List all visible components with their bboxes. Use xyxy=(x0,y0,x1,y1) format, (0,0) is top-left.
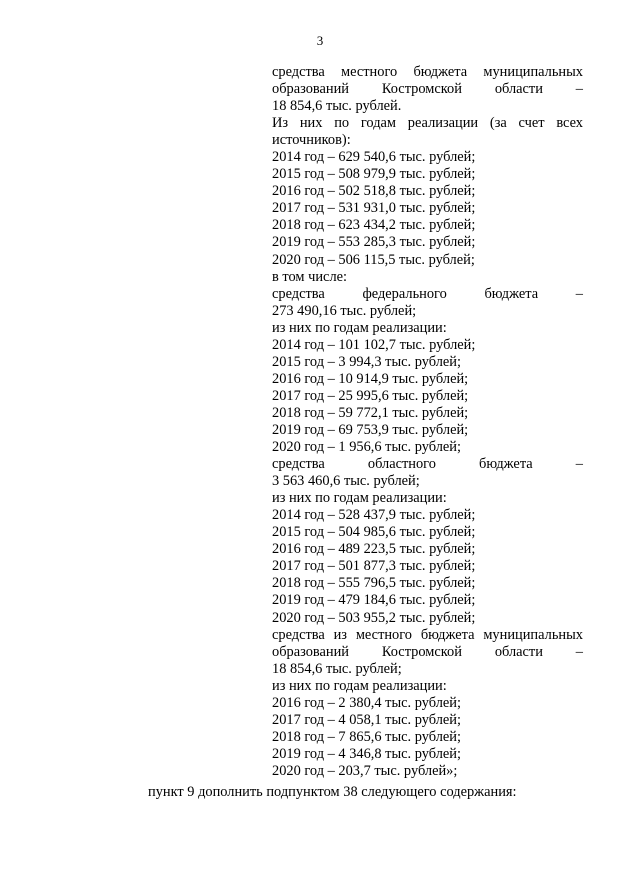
regional-year-line: 2019 год – 479 184,6 тыс. рублей; xyxy=(272,592,476,609)
word: муниципальных xyxy=(483,626,583,643)
regional-year-line: 2020 год – 503 955,2 тыс. рублей; xyxy=(272,609,476,626)
municipal-budget-amount: 18 854,6 тыс. рублей; xyxy=(272,660,402,677)
totals-year-line: 2016 год – 502 518,8 тыс. рублей; xyxy=(272,183,476,200)
federal-year-line: 2016 год – 10 914,9 тыс. рублей; xyxy=(272,370,469,387)
federal-budget-amount: 273 490,16 тыс. рублей; xyxy=(272,302,417,319)
word: счет xyxy=(518,115,545,132)
word: бюджета xyxy=(484,285,539,302)
totals-year-line: 2020 год – 506 115,5 тыс. рублей; xyxy=(272,251,475,268)
totals-year-line: 2017 год – 531 931,0 тыс. рублей; xyxy=(272,200,476,217)
closing-paragraph: пункт 9 дополнить подпунктом 38 следующего содержания: xyxy=(148,784,517,800)
municipal-by-years-label: из них по годам реализации: xyxy=(272,677,447,694)
word: из xyxy=(333,626,347,643)
word: бюджета xyxy=(413,64,468,80)
word: средства xyxy=(272,64,325,80)
word: муниципальных xyxy=(483,64,583,80)
word: средства xyxy=(272,456,325,473)
word: области xyxy=(494,81,543,98)
word: федерального xyxy=(362,285,447,302)
totals-year-line: 2014 год – 629 540,6 тыс. рублей; xyxy=(272,149,476,166)
municipal-year-line: 2018 год – 7 865,6 тыс. рублей; xyxy=(272,728,461,745)
local-budget-line-1 xyxy=(272,64,583,81)
word: годам xyxy=(360,115,397,132)
word: них xyxy=(299,115,323,132)
word: Костромской xyxy=(381,81,462,98)
regional-year-line: 2016 год – 489 223,5 тыс. рублей; xyxy=(272,541,476,558)
word: – xyxy=(575,285,583,302)
regional-by-years-label: из них по годам реализации: xyxy=(272,490,447,507)
page-number: 3 xyxy=(316,33,324,48)
word: средства xyxy=(272,285,325,302)
federal-year-line: 2014 год – 101 102,7 тыс. рублей; xyxy=(272,336,476,353)
word: бюджета xyxy=(479,456,533,473)
municipal-budget-line-1 xyxy=(272,627,583,644)
word: образований xyxy=(272,81,349,98)
word: – xyxy=(575,456,583,473)
municipal-year-line: 2017 год – 4 058,1 тыс. рублей; xyxy=(272,711,461,728)
word: (за xyxy=(489,115,507,132)
federal-year-line: 2019 год – 69 753,9 тыс. рублей; xyxy=(272,421,469,438)
regional-budget-amount: 3 563 460,6 тыс. рублей; xyxy=(272,473,420,490)
word: средства xyxy=(272,626,325,643)
totals-intro-continuation: источников): xyxy=(272,132,351,149)
municipal-year-line: 2020 год – 203,7 тыс. рублей»; xyxy=(272,762,458,779)
regional-year-line: 2014 год – 528 437,9 тыс. рублей; xyxy=(272,507,476,524)
word: областного xyxy=(367,456,436,473)
local-budget-amount: 18 854,6 тыс. рублей. xyxy=(272,98,402,115)
federal-by-years-label: из них по годам реализации: xyxy=(272,319,447,336)
totals-year-line: 2018 год – 623 434,2 тыс. рублей; xyxy=(272,217,476,234)
totals-year-line: 2015 год – 508 979,9 тыс. рублей; xyxy=(272,166,476,183)
federal-year-line: 2015 год – 3 994,3 тыс. рублей; xyxy=(272,353,461,370)
word: по xyxy=(334,115,350,132)
federal-year-line: 2020 год – 1 956,6 тыс. рублей; xyxy=(272,439,461,456)
word: реализации xyxy=(407,115,479,132)
word: – xyxy=(575,643,583,660)
municipal-year-line: 2016 год – 2 380,4 тыс. рублей; xyxy=(272,694,461,711)
word: области xyxy=(494,643,543,660)
including-label: в том числе: xyxy=(272,268,348,285)
totals-year-line: 2019 год – 553 285,3 тыс. рублей; xyxy=(272,234,476,251)
federal-year-line: 2017 год – 25 995,6 тыс. рублей; xyxy=(272,387,469,404)
federal-budget-line xyxy=(272,286,583,303)
word: бюджета xyxy=(420,626,475,643)
word: Из xyxy=(272,115,289,132)
municipal-year-line: 2019 год – 4 346,8 тыс. рублей; xyxy=(272,745,461,762)
word: местного xyxy=(341,64,398,80)
local-budget-line-2 xyxy=(272,81,583,98)
regional-year-line: 2017 год – 501 877,3 тыс. рублей; xyxy=(272,558,476,575)
word: Костромской xyxy=(381,643,462,660)
word: всех xyxy=(556,115,583,132)
regional-year-line: 2015 год – 504 985,6 тыс. рублей; xyxy=(272,524,476,541)
budget-text-column xyxy=(272,64,583,780)
totals-intro-line xyxy=(272,115,583,132)
word: образований xyxy=(272,643,349,660)
regional-budget-line xyxy=(272,456,583,473)
federal-year-line: 2018 год – 59 772,1 тыс. рублей; xyxy=(272,404,469,421)
word: местного xyxy=(355,626,412,643)
municipal-budget-line-2 xyxy=(272,644,583,661)
regional-year-line: 2018 год – 555 796,5 тыс. рублей; xyxy=(272,575,476,592)
word: – xyxy=(575,81,583,98)
